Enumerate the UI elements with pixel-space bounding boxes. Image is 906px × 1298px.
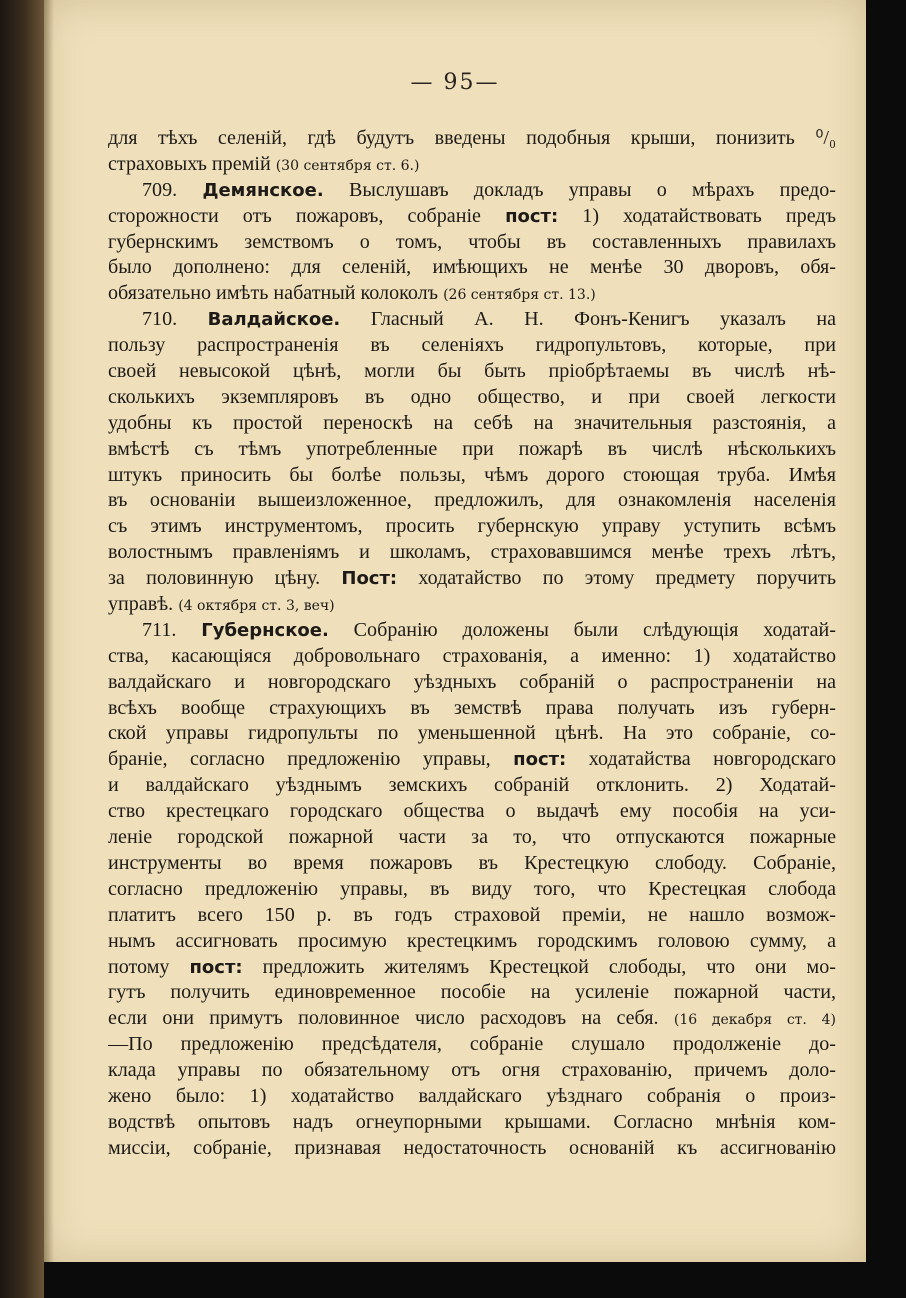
text-run: обязательно имѣть набатный колоколъ — [108, 282, 444, 305]
text-line — [108, 1006, 836, 1032]
text-run: согласно предложенію управы, въ виду того, что Крестецкая слобода — [108, 877, 836, 900]
text-line — [108, 281, 836, 307]
text-run: 710. — [142, 308, 208, 331]
bold-term: Пост: — [341, 568, 398, 590]
text-run: сколькихъ экземпляровъ въ одно общество, и при своей легкости — [108, 385, 836, 408]
text-line — [108, 514, 836, 540]
text-run: водствѣ опытовъ надъ огнеупорными крышами. Согласно мнѣнія ком- — [108, 1110, 836, 1133]
text-run: платитъ всего 150 р. въ годъ страховой преміи, не нашло возмож- — [108, 903, 836, 926]
text-run: ходатайство по этому предмету поручить — [397, 567, 836, 590]
text-line — [108, 566, 836, 592]
text-line — [108, 1110, 836, 1136]
text-run: ходатайства новгородскаго — [566, 748, 836, 771]
text-run: было дополнено: для селеній, имѣющихъ не менѣе 30 дворовъ, обя- — [108, 256, 836, 279]
text-run: всѣхъ вообще страхующихъ въ земствѣ права получать изъ губерн- — [108, 696, 836, 719]
date-reference: (30 сентября ст. 6.) — [275, 157, 420, 174]
text-run: Гласный А. Н. Фонъ-Кенигъ указалъ на — [340, 308, 836, 331]
text-run: предложить жителямъ Крестецкой слободы, что они мо- — [242, 955, 836, 978]
text-line — [108, 333, 836, 359]
body-text — [108, 126, 836, 1162]
text-run: и валдайскаго уѣзднымъ земскихъ собраній отклонить. 2) Ходатай- — [108, 774, 836, 797]
text-run: страховыхъ премій — [108, 152, 276, 175]
text-line — [108, 178, 836, 204]
text-line — [108, 126, 836, 152]
text-line — [108, 903, 836, 929]
text-run: ство крестецкаго городскаго общества о выдачѣ ему пособія на уси- — [108, 800, 836, 823]
text-run: потому — [108, 955, 190, 978]
text-line — [108, 618, 836, 644]
text-line — [108, 670, 836, 696]
text-line — [108, 488, 836, 514]
text-line — [108, 204, 836, 230]
bold-term: пост: — [189, 956, 243, 978]
text-line — [108, 696, 836, 722]
bold-term: Демянское. — [202, 179, 324, 201]
text-line — [108, 255, 836, 281]
text-line — [108, 1136, 836, 1162]
book-binding — [0, 0, 44, 1298]
text-run: жено было: 1) ходатайство валдайскаго уѣзднаго собранія о произ- — [108, 1084, 836, 1107]
text-run: миссіи, собраніе, признавая недостаточность основаній къ ассигнованію — [108, 1136, 836, 1159]
text-line — [108, 747, 836, 773]
text-run: Выслушавъ докладъ управы о мѣрахъ предо- — [323, 178, 836, 201]
text-line — [108, 359, 836, 385]
text-run: ской управы гидропульты по уменьшенной цѣнѣ. На это собраніе, со- — [108, 722, 836, 745]
text-line — [108, 877, 836, 903]
text-line — [108, 230, 836, 256]
text-run: своей невысокой цѣнѣ, могли бы быть пріобрѣтаемы въ числѣ нѣ- — [108, 360, 836, 383]
page-number: — 95— — [410, 70, 500, 95]
text-run: 1) ходатайствовать предъ — [558, 204, 836, 227]
text-line — [108, 307, 836, 333]
page-gutter-shadow — [44, 0, 54, 1262]
text-run: гутъ получить единовременное пособіе на усиленіе пожарной части, — [108, 981, 836, 1004]
text-line — [108, 592, 836, 618]
text-run: управѣ. — [108, 593, 179, 616]
text-line — [108, 980, 836, 1006]
text-run: губернскимъ земствомъ о томъ, чтобы въ составленныхъ правилахъ — [108, 230, 836, 253]
text-run: ства, касающіяся добровольнаго страхованія, а именно: 1) ходатайство — [108, 644, 836, 667]
text-line — [108, 152, 836, 178]
text-run: если они примутъ половинное число расходовъ на себя. — [108, 1007, 674, 1030]
text-run: инструменты во время пожаровъ въ Крестецкую слободу. Собраніе, — [108, 851, 836, 874]
bold-term: Валдайское. — [207, 309, 341, 331]
text-line — [108, 955, 836, 981]
date-reference: (4 октября ст. 3, веч) — [178, 598, 335, 615]
text-run: сторожности отъ пожаровъ, собраніе — [108, 204, 506, 227]
bold-term: пост: — [505, 205, 559, 227]
text-line — [108, 463, 836, 489]
text-run: пользу распространенія въ селеніяхъ гидропультовъ, которые, при — [108, 334, 836, 357]
text-line — [108, 1058, 836, 1084]
text-line — [108, 851, 836, 877]
bold-term: пост: — [513, 749, 567, 771]
text-run: штукъ приносить бы болѣе пользы, чѣмъ дорого стоющая труба. Имѣя — [108, 463, 836, 486]
text-line — [108, 1032, 836, 1058]
text-run: для тѣхъ селеній, гдѣ будутъ введены подобныя крыши, понизить ⁰/₀ — [108, 127, 836, 149]
text-line — [108, 437, 836, 463]
text-run: волостнымъ правленіямъ и школамъ, страховавшимся менѣе трехъ лѣтъ, — [108, 541, 836, 564]
text-line — [108, 411, 836, 437]
text-line — [108, 1084, 836, 1110]
text-run: нымъ ассигновать просимую крестецкимъ городскимъ головою сумму, а — [108, 929, 836, 952]
text-run: клада управы по обязательному отъ огня страхованію, причемъ доло- — [108, 1059, 836, 1082]
text-line — [108, 799, 836, 825]
text-line — [108, 773, 836, 799]
text-line — [108, 721, 836, 747]
text-run: за половинную цѣну. — [108, 567, 342, 590]
bold-term: Губернское. — [201, 619, 329, 641]
text-run: леніе городской пожарной части за то, что отпускаются пожарные — [108, 826, 836, 849]
text-run: валдайскаго и новгородскаго уѣздныхъ собраній о распространеніи на — [108, 670, 836, 693]
text-run: вмѣстѣ съ тѣмъ употребленные при пожарѣ въ числѣ нѣсколькихъ — [108, 437, 836, 460]
text-line — [108, 540, 836, 566]
text-run: 711. — [142, 618, 202, 641]
date-reference: (16 декабря ст. 4) — [673, 1012, 836, 1029]
text-run: съ этимъ инструментомъ, просить губернскую управу уступить всѣмъ — [108, 515, 836, 538]
text-line — [108, 825, 836, 851]
date-reference: (26 сентября ст. 13.) — [443, 287, 596, 304]
text-run: удобны къ простой переноскѣ на себѣ на значительныя разстоянія, а — [108, 411, 836, 434]
text-run: браніе, согласно предложенію управы, — [108, 748, 514, 771]
text-run: въ основаніи вышеизложенное, предложилъ, для ознакомленія населенія — [108, 489, 836, 512]
text-line — [108, 385, 836, 411]
book-page — [44, 0, 866, 1262]
text-line — [108, 929, 836, 955]
text-run: —По предложенію предсѣдателя, собраніе слушало продолженіе до- — [108, 1033, 836, 1056]
text-line — [108, 644, 836, 670]
text-run: 709. — [142, 178, 203, 201]
text-run: Собранію доложены были слѣдующія ходатай- — [328, 618, 836, 641]
